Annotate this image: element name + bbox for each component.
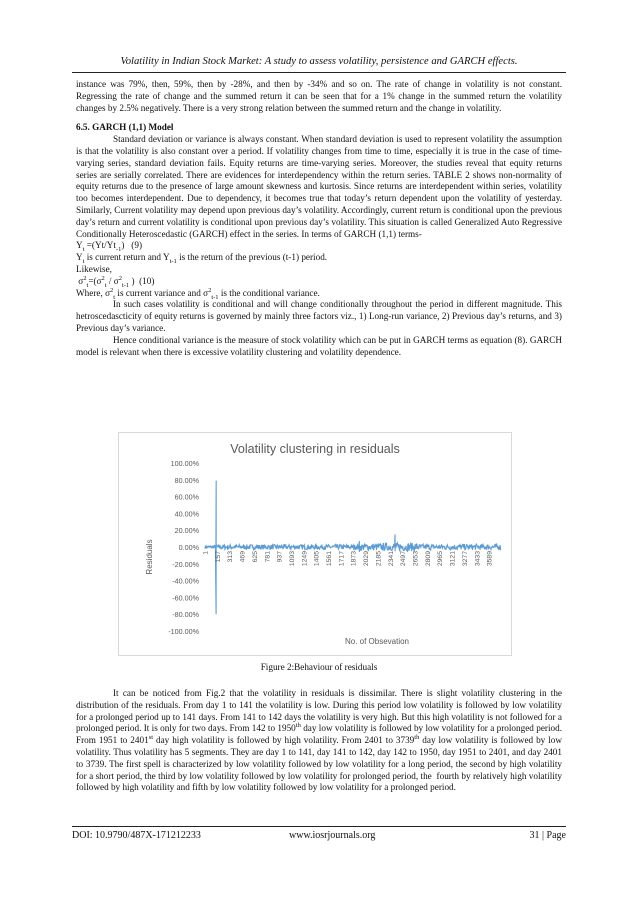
x-axis-label: No. of Obsevation xyxy=(344,637,410,646)
body-bottom xyxy=(76,688,562,794)
x-tick-label: 625 xyxy=(251,551,259,563)
y-tick-label: 60.00% xyxy=(174,492,199,502)
x-tick-label: 313 xyxy=(227,551,235,563)
x-tick-label: 1405 xyxy=(313,551,321,567)
section-heading: 6.5. GARCH (1,1) Model xyxy=(76,122,174,133)
x-tick-label: 3121 xyxy=(449,551,457,567)
garch-paragraph-1: Standard deviation or variance is always constant. When standard deviation is used to represent volatility the assumption is that the volatility is also constant over a period. If volatility changes from time to time, especially it is true in the case of time-varying series, standard deviation fails. Equity returns are time-varying series. Moreover, the studies reveal that equity returns series are serially correlated. There are evidences for interdependency within the return series. TABLE 2 shows non-normality of equity returns due to the presence of large amount skewness and kurtosis. Since returns are interdependent within series, volatility too becomes interdependent. Due to dependency, it becomes true that today’s return dependent upon the volatility of yesterday. Similarly, Current volatility may depend upon previous day’s volatility. Accordingly, current return is conditional upon the previous day’s return and current volatility is conditional upon previous day’s volatility. This situation is called Generalized Auto Regressive Conditionally Heteroscedastic (GARCH) effect in the series. In terms of GARCH (1,1) terms- xyxy=(76,134,562,239)
footer-page: 31 | Page xyxy=(529,830,566,841)
y-tick-label: 80.00% xyxy=(174,475,199,485)
x-tick-label: 781 xyxy=(264,551,272,563)
y-tick-label: -40.00% xyxy=(172,576,199,586)
y-tick-label: -60.00% xyxy=(172,593,199,603)
equation-9-description: $Y_t$ is current return and $Y_{t-1}$ is the return of the previous (t-1) period. xyxy=(76,252,328,265)
x-tick-label: 1 xyxy=(202,551,210,555)
residuals-series-line xyxy=(202,481,501,615)
x-tick-label: 3277 xyxy=(461,551,469,567)
y-axis-label: Residuals xyxy=(145,539,154,575)
header-rule xyxy=(72,72,566,73)
y-tick-label: 0.00% xyxy=(178,543,199,552)
likewise-text: Likewise, xyxy=(76,263,112,274)
garch-paragraph-2: In such cases volatility is conditional and will change conditionally throughout the period in different magnitude. This hetroscedascticity of equity returns is governed by mainly three factors viz., 1) Long-run variance, 2) Previous day’s returns, and 3) Previous day’s variance. xyxy=(76,299,562,333)
y-tick-label: 40.00% xyxy=(174,509,199,519)
x-tick-label: 157 xyxy=(214,551,222,563)
intro-paragraph: instance was 79%, then, 59%, then by -28%, and then by -34% and so on. The rate of change in volatility is not constant. Regressing the rate of change and the summed return it can be seen that for a 1% change in the summed return the volatility changes by 2.5% negatively. There is a very strong relation between the summed return and the change in volatility. xyxy=(76,79,562,113)
x-tick-label: 3589 xyxy=(486,551,494,567)
x-tick-label: 2653 xyxy=(412,551,420,567)
chart-title: Volatility clustering in residuals xyxy=(230,442,400,456)
x-tick-label: 2965 xyxy=(437,551,445,567)
x-tick-label: 2185 xyxy=(375,551,383,567)
x-tick-label: 1561 xyxy=(326,551,334,567)
chart-canvas xyxy=(119,433,511,655)
x-tick-label: 2497 xyxy=(400,551,408,567)
footer-rule xyxy=(72,826,566,827)
equation-10-description: Where, $\sigma^2_t$ is current variance and $\sigma^2_{t-1}$ is the conditional variance. xyxy=(76,286,320,301)
x-tick-label: 2029 xyxy=(363,551,371,567)
discussion-paragraph: It can be noticed from Fig.2 that the volatility in residuals is dissimilar. There is slight volatility clustering in the distribution of the residuals. From day 1 to 141 the volatility is low. During this period low volatility is followed by low volatility for a prolonged period up to 141 days. From 141 to 142 days the volatility is very high. But this high volatility is not followed for a prolonged period. It is only for two days. From 142 to 1950th day low volatility is followed by low volatility for a prolonged period. From 1951 to 2401st day high volatility is followed by high volatility. From 2401 to 3739th day low volatility is followed by low volatility. Thus volatility has 5 segments. They are day 1 to 141, day 141 to 142, day 142 to 1950, day 1951 to 2401, and day 2401 to 3739. The first spell is characterized by low volatility followed by low volatility for a long period, the second by high volatility for a short period, the third by low volatility followed by low volatility for prolonged period, the fourth by relatively high volatility followed by high volatility and fifth by low volatility followed by low volatility for a prolonged period. xyxy=(76,688,562,793)
x-tick-label: 937 xyxy=(276,551,284,563)
x-tick-label: 2341 xyxy=(387,551,395,567)
body-top xyxy=(76,79,562,358)
residuals-chart xyxy=(118,432,512,656)
equation-9: $Y_t =(Yt/Yt_{-1})$ (9) xyxy=(76,240,143,254)
x-tick-label: 1093 xyxy=(288,551,296,567)
x-tick-label: 1717 xyxy=(338,551,346,567)
x-tick-label: 1249 xyxy=(301,551,309,567)
running-header: Volatility in Indian Stock Market: A study to assess volatility, persistence and GARCH effects. xyxy=(120,56,518,67)
x-tick-label: 469 xyxy=(239,551,247,563)
y-tick-label: -100.00% xyxy=(168,627,199,636)
y-tick-label: 20.00% xyxy=(174,526,199,536)
y-tick-label: -80.00% xyxy=(172,610,199,620)
footer-doi: DOI: 10.9790/487X-171212233 xyxy=(72,830,201,841)
equation-10: $\sigma^2_t=(\sigma^2_t / \sigma^2_{t-1}$ ) (10) xyxy=(76,274,155,289)
y-tick-label: 100.00% xyxy=(170,459,199,468)
y-tick-label: -20.00% xyxy=(172,559,199,569)
x-tick-label: 1873 xyxy=(350,551,358,567)
garch-paragraph-3: Hence conditional variance is the measure of stock volatility which can be put in GARCH terms as equation (8). GARCH model is relevant when there is excessive volatility clustering and volatility dependence. xyxy=(76,334,562,357)
x-tick-label: 2809 xyxy=(424,551,432,567)
x-tick-label: 3433 xyxy=(474,551,482,567)
figure-caption: Figure 2:Behaviour of residuals xyxy=(260,662,378,672)
footer-site: www.iosrjournals.org xyxy=(289,830,376,841)
